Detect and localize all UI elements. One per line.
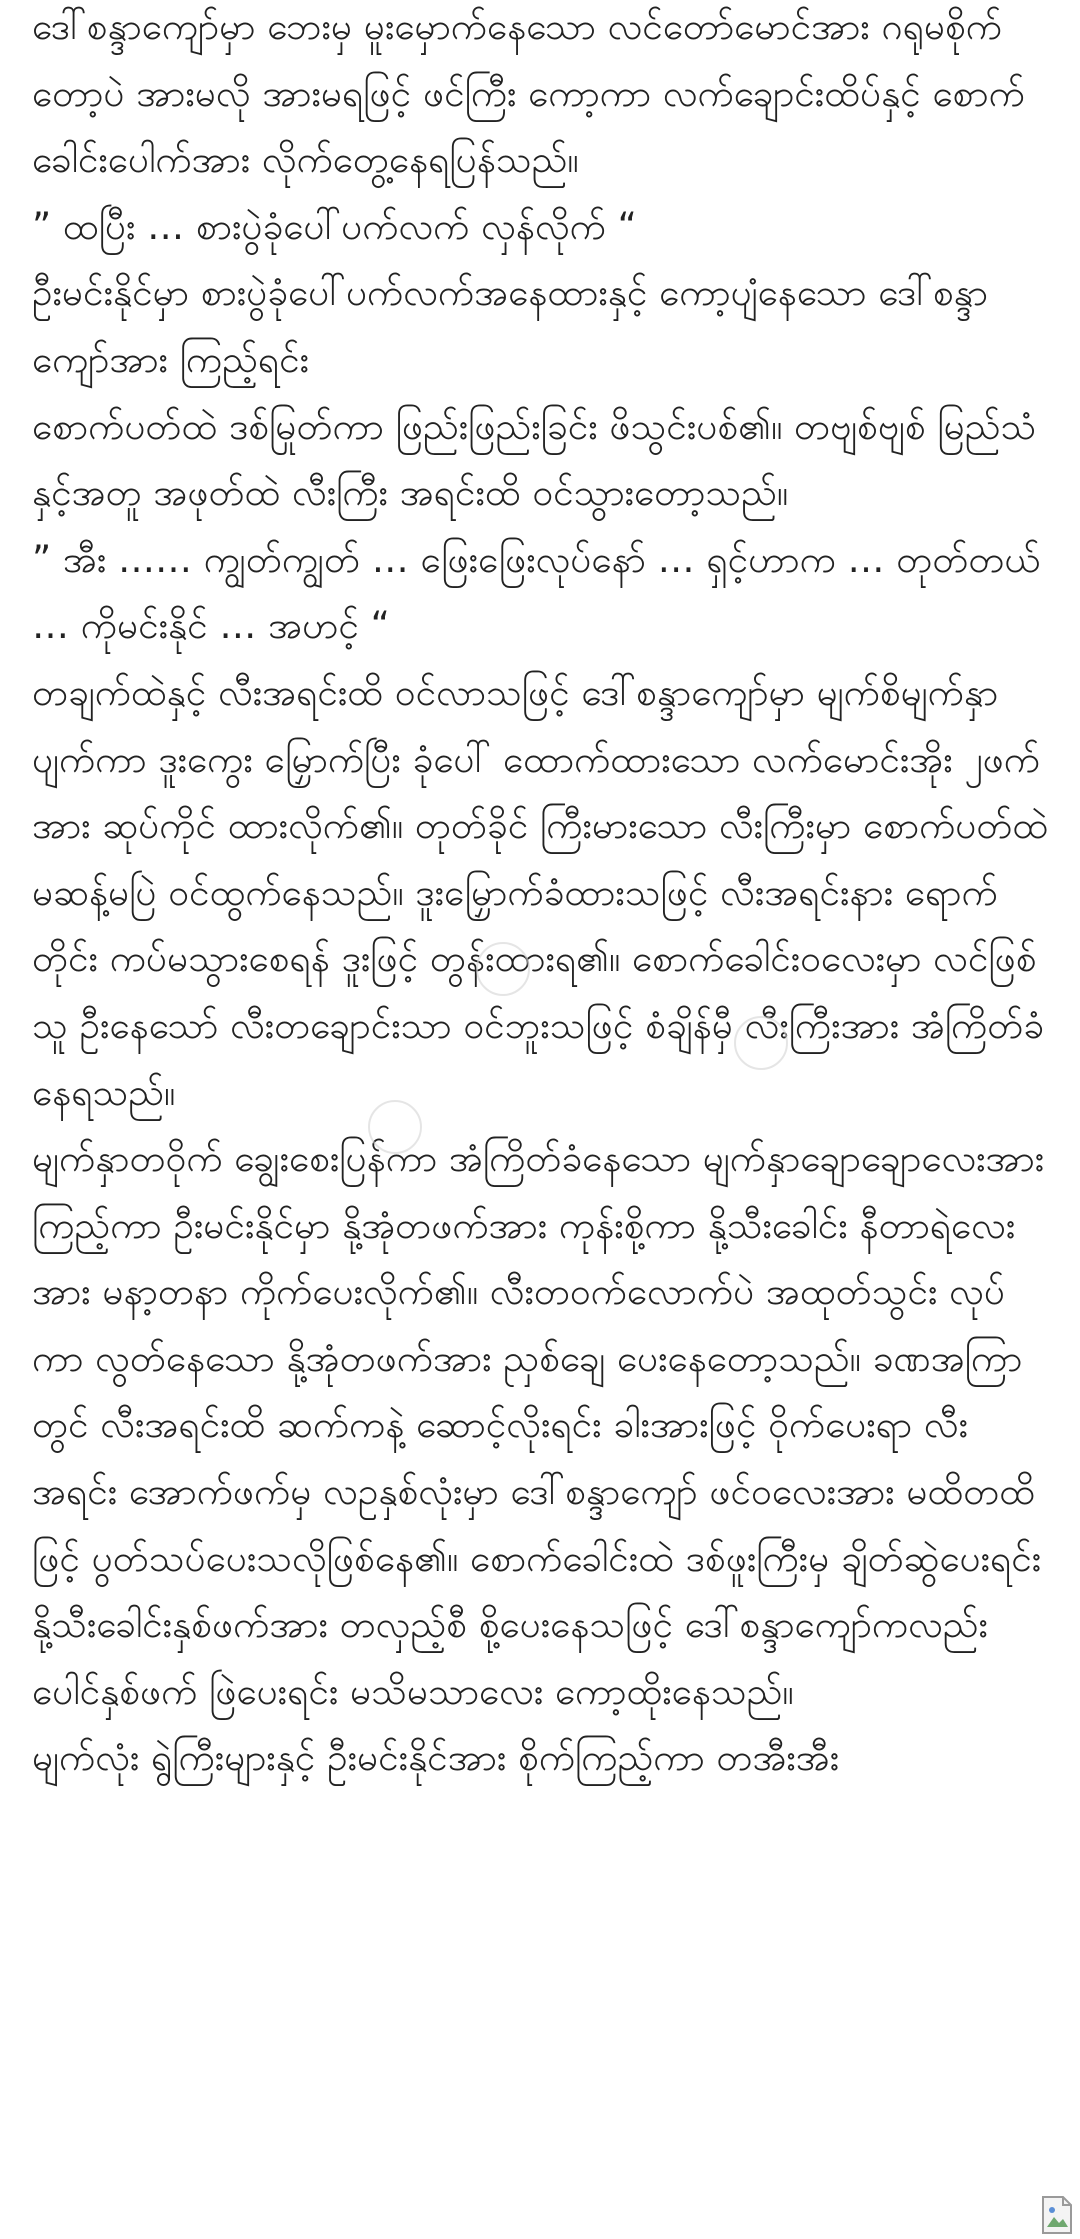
broken-image-icon	[1040, 2195, 1074, 2235]
story-text	[32, 0, 1052, 1792]
story-paragraph-6: တချက်ထဲနှင့် လီးအရင်းထိ ဝင်လာသဖြင့် ဒေါ်စန္ဒာကျော်မှာ မျက်စိမျက်နှာ ပျက်ကာ ဒူးကွေး မြှောက်ပြီး ခုံပေါ် ထောက်ထားသော လက်မောင်းအိုး ၂ဖက်အား ဆုပ်ကိုင် ထားလိုက်၏။ တုတ်ခိုင် ကြီးမားသော လီးကြီးမှာ စောက်ပတ်ထဲ မဆန့်မပြဲ ဝင်ထွက်နေသည်။ ဒူးမြှောက်ခံထားသဖြင့် လီးအရင်းနား ရောက်တိုင်း ကပ်မသွားစေရန် ဒူးဖြင့် တွန်းထားရ၏။ စောက်ခေါင်းဝလေးမှာ လင်ဖြစ်သူ ဦးနေသော် လီးတချောင်းသာ ဝင်ဘူးသဖြင့် စံချိန်မှီ လီးကြီးအား အံကြိတ်ခံနေရသည်။	[32, 670, 1049, 1114]
story-paragraph-4: စောက်ပတ်ထဲ ဒစ်မြုတ်ကာ ဖြည်းဖြည်းခြင်း ဖိသွင်းပစ်၏။ တဗျစ်ဗျစ် မြည်သံနှင့်အတူ အဖုတ်ထဲ လီးကြီး အရင်းထိ ဝင်သွားတော့သည်။	[32, 404, 1037, 515]
story-paragraph-8: မျက်လုံး ရွဲကြီးများနှင့် ဦးမင်းနိုင်အား စိုက်ကြည့်ကာ တအီးအီး	[32, 1736, 840, 1780]
story-paragraph-5: ” အီး …… ကျွတ်ကျွတ် … ဖြေးဖြေးလုပ်နော် … ရှင့်ဟာက … တုတ်တယ် … ကိုမင်းနိုင် … အဟင့် “	[32, 537, 1041, 648]
story-paragraph-1: ဒေါ်စန္ဒာကျော်မှာ ဘေးမှ မူးမှောက်နေသော လင်တော်မောင်အား ဂရုမစိုက်တော့ပဲ အားမလို အားမရဖြင့် ဖင်ကြီး ကော့ကာ လက်ချောင်းထိပ်နှင့် စောက်ခေါင်းပေါက်အား လိုက်တွေ့နေရပြန်သည်။	[32, 5, 1025, 182]
story-paragraph-2: ” ထပြီး … စားပွဲခုံပေါ်ပက်လက် လှန်လိုက် “	[32, 204, 637, 248]
story-paragraph-7: မျက်နှာတဝိုက် ချွေးစေးပြန်ကာ အံကြိတ်ခံနေသော မျက်နှာချောချောလေးအား ကြည့်ကာ ဦးမင်းနိုင်မှာ နို့အုံတဖက်အား ကုန်းစို့ကာ နို့သီးခေါင်း နီတာရဲလေးအား မနာ့တနာ ကိုက်ပေးလိုက်၏။ လီးတဝက်လောက်ပဲ အထုတ်သွင်း လုပ်ကာ လွတ်နေသော နို့အုံတဖက်အား ညှစ်ချေ ပေးနေတော့သည်။ ခဏအကြာတွင် လီးအရင်းထိ ဆက်ကနဲ့ ဆောင့်လိုးရင်း ခါးအားဖြင့် ဝိုက်ပေးရာ လီးအရင်း အောက်ဖက်မှ လဥနှစ်လုံးမှာ ဒေါ်စန္ဒာကျော် ဖင်ဝလေးအား မထိတထိဖြင့် ပွတ်သပ်ပေးသလိုဖြစ်နေ၏။ စောက်ခေါင်းထဲ ဒစ်ဖူးကြီးမှ ချိတ်ဆွဲပေးရင်း နို့သီးခေါင်းနှစ်ဖက်အား တလှည့်စီ စို့ပေးနေသဖြင့် ဒေါ်စန္ဒာကျော်ကလည်း ပေါင်နှစ်ဖက် ဖြဲပေးရင်း မသိမသာလေး ကော့ထိုးနေသည်။	[32, 1137, 1045, 1713]
story-paragraph-3: ဦးမင်းနိုင်မှာ စားပွဲခုံပေါ်ပက်လက်အနေထားနှင့် ကော့ပျံနေသော ဒေါ်စန္ဒာကျော်အား ကြည့်ရင်း	[32, 271, 988, 381]
